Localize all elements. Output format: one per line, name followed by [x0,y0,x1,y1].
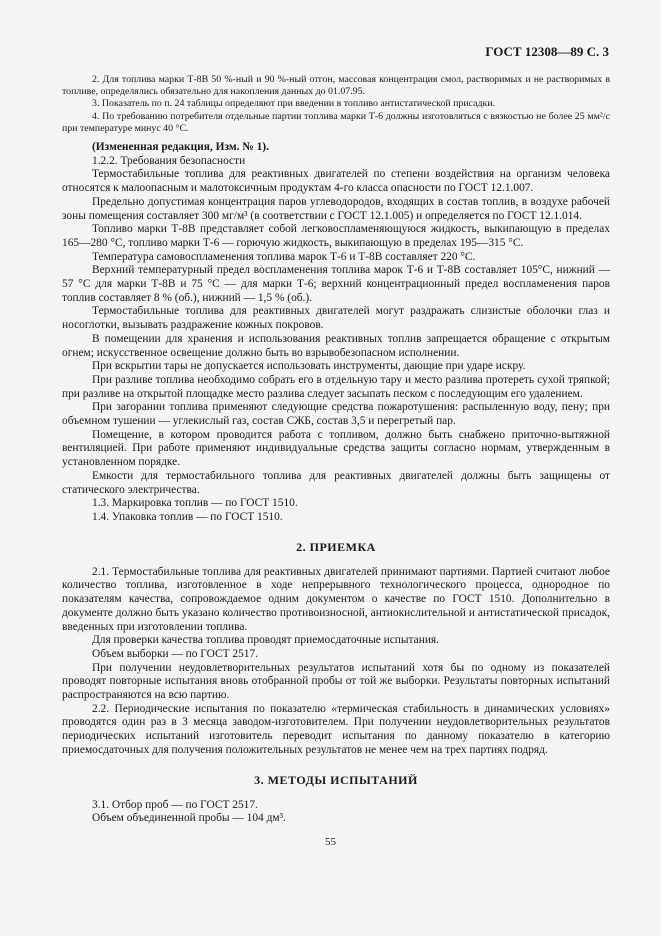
paragraph: При разливе топлива необходимо собрать его в отдельную тару и место разлива протереть сухой тряпкой; при разливе на открытой площадке место разлива следует засыпать песком с последующим его удалением. [62,373,610,400]
paragraph: Топливо марки Т-8В представляет собой легковоспламеняющуюся жидкость, выкипающую в пределах 165—280 °С, топливо марки Т-6 — горючую жидкость, выкипающую в пределах 195—315 °С. [62,223,610,249]
paragraph: Предельно допустимая концентрация паров углеводородов, входящих в состав топлив, в воздухе рабочей зоны помещения составляет 300 мг/м³ (в соответствии с ГОСТ 12.1.005) и определяется по ГОСТ 12.1.014. [62,195,610,222]
section-2-heading: 2. ПРИЕМКА [296,539,376,554]
note-2: 2. Для топлива марки Т-8В 50 %-ный и 90 %-ный отгон, массовая концентрация смол, растворимых и не растворимых в топливе, определялись обязательно для накопления данных до 01.07.95. [62,74,610,98]
page-number: 55 [325,836,336,848]
paragraph: Помещение, в котором проводится работа с топливом, должно быть снабжено приточно-вытяжной вентиляцией. При работе применяют индивидуальные средства защиты согласно нормам, утвержденным в установленном порядке. [62,428,610,469]
paragraph: 2.2. Периодические испытания по показателю «термическая стабильность в динамических условиях» проводятся один раз в 3 месяца заводом-изготовителем. При получении неудовлетворительных результатов периодических испытаний изготовитель переводит испытания по данному показателю в категорию приемосдаточных для получения положительных результатов не менее чем на трех партиях подряд. [62,702,610,756]
note-3: 3. Показатель по п. 24 таблицы определяют при введении в топливо антистатической присадки. [92,98,496,110]
paragraph: Верхний температурный предел воспламенения топлива марок Т-6 и Т-8В составляет 105°С, нижний — 57 °С для марки Т-8В и 75 °С — для марки Т-6; верхний концентрационный предел воспламенения паров топлив составляет 8 % (об.), нижний — 1,5 % (об.). [62,264,610,304]
table-notes [62,74,610,135]
paragraph: В помещении для хранения и использования реактивных топлив запрещается обращение с открытым огнем; искусственное освещение должно быть во взрывобезопасном исполнении. [62,332,610,359]
paragraph: При загорании топлива применяют следующие средства пожаротушения: распыленную воду, пену; при объемном тушении — углекислый газ, состав СЖБ, состав 3,5 и перегретый пар. [62,401,610,428]
paragraph: 3.1. Отбор проб — по ГОСТ 2517. [92,798,258,811]
paragraph: Для проверки качества топлива проводят приемосдаточные испытания. [92,634,440,647]
paragraph: Объем объединенной пробы — 104 дм³. [92,812,286,825]
paragraph: Температура самовоспламенения топлива марок Т-6 и Т-8В составляет 220 °С. [92,250,476,263]
section-1-body [62,155,610,525]
paragraph: При получении неудовлетворительных результатов испытаний хотя бы по одному из показателей проводят повторные испытания вновь отобранной пробы от той же выборки. Результаты повторных испытаний распространяются на всю партию. [62,661,610,702]
amendment-note: (Измененная редакция, Изм. № 1). [92,141,269,154]
paragraph: Термостабильные топлива для реактивных двигателей по степени воздействия на организм человека относятся к малоопасным и малотоксичным продуктам 4-го класса опасности по ГОСТ 12.1.007. [62,168,610,195]
paragraph: 1.4. Упаковка топлив — по ГОСТ 1510. [92,511,283,523]
section-3-heading: 3. МЕТОДЫ ИСПЫТАНИЙ [254,772,418,787]
section-2-body [62,566,610,758]
paragraph: Емкости для термостабильного топлива для реактивных двигателей должны быть защищены от статического электричества. [62,469,610,496]
paragraph: Термостабильные топлива для реактивных двигателей могут раздражать слизистые оболочки глаз и носоглотки, вызывать раздражение кожных покровов. [62,305,610,332]
paragraph: 1.3. Маркировка топлив — по ГОСТ 1510. [92,497,298,510]
paragraph: При вскрытии тары не допускается использовать инструменты, дающие при ударе искру. [92,360,526,373]
note-4: 4. По требованию потребителя отдельные партии топлива марки Т-6 должны изготовляться с вязкостью не более 25 мм²/с при температуре минус 40 °С. [62,110,610,134]
paragraph: 1.2.2. Требования безопасности [92,154,246,167]
paragraph: 2.1. Термостабильные топлива для реактивных двигателей принимают партиями. Партией считают любое количество топлива, изготовленное в ходе непрерывного технологического процесса, однородное по показателям качества, сопровождаемое одним документом о качестве по ГОСТ 1510. Дополнительно в документе должно быть указано количество противоизносной, антиокислительной и антистатической присадок, введенных при изготовлении топлива. [62,565,610,633]
paragraph: Объем выборки — по ГОСТ 2517. [92,647,259,660]
section-3-body [62,799,610,826]
document-header: ГОСТ 12308—89 С. 3 [485,44,609,59]
page-body [62,74,610,826]
